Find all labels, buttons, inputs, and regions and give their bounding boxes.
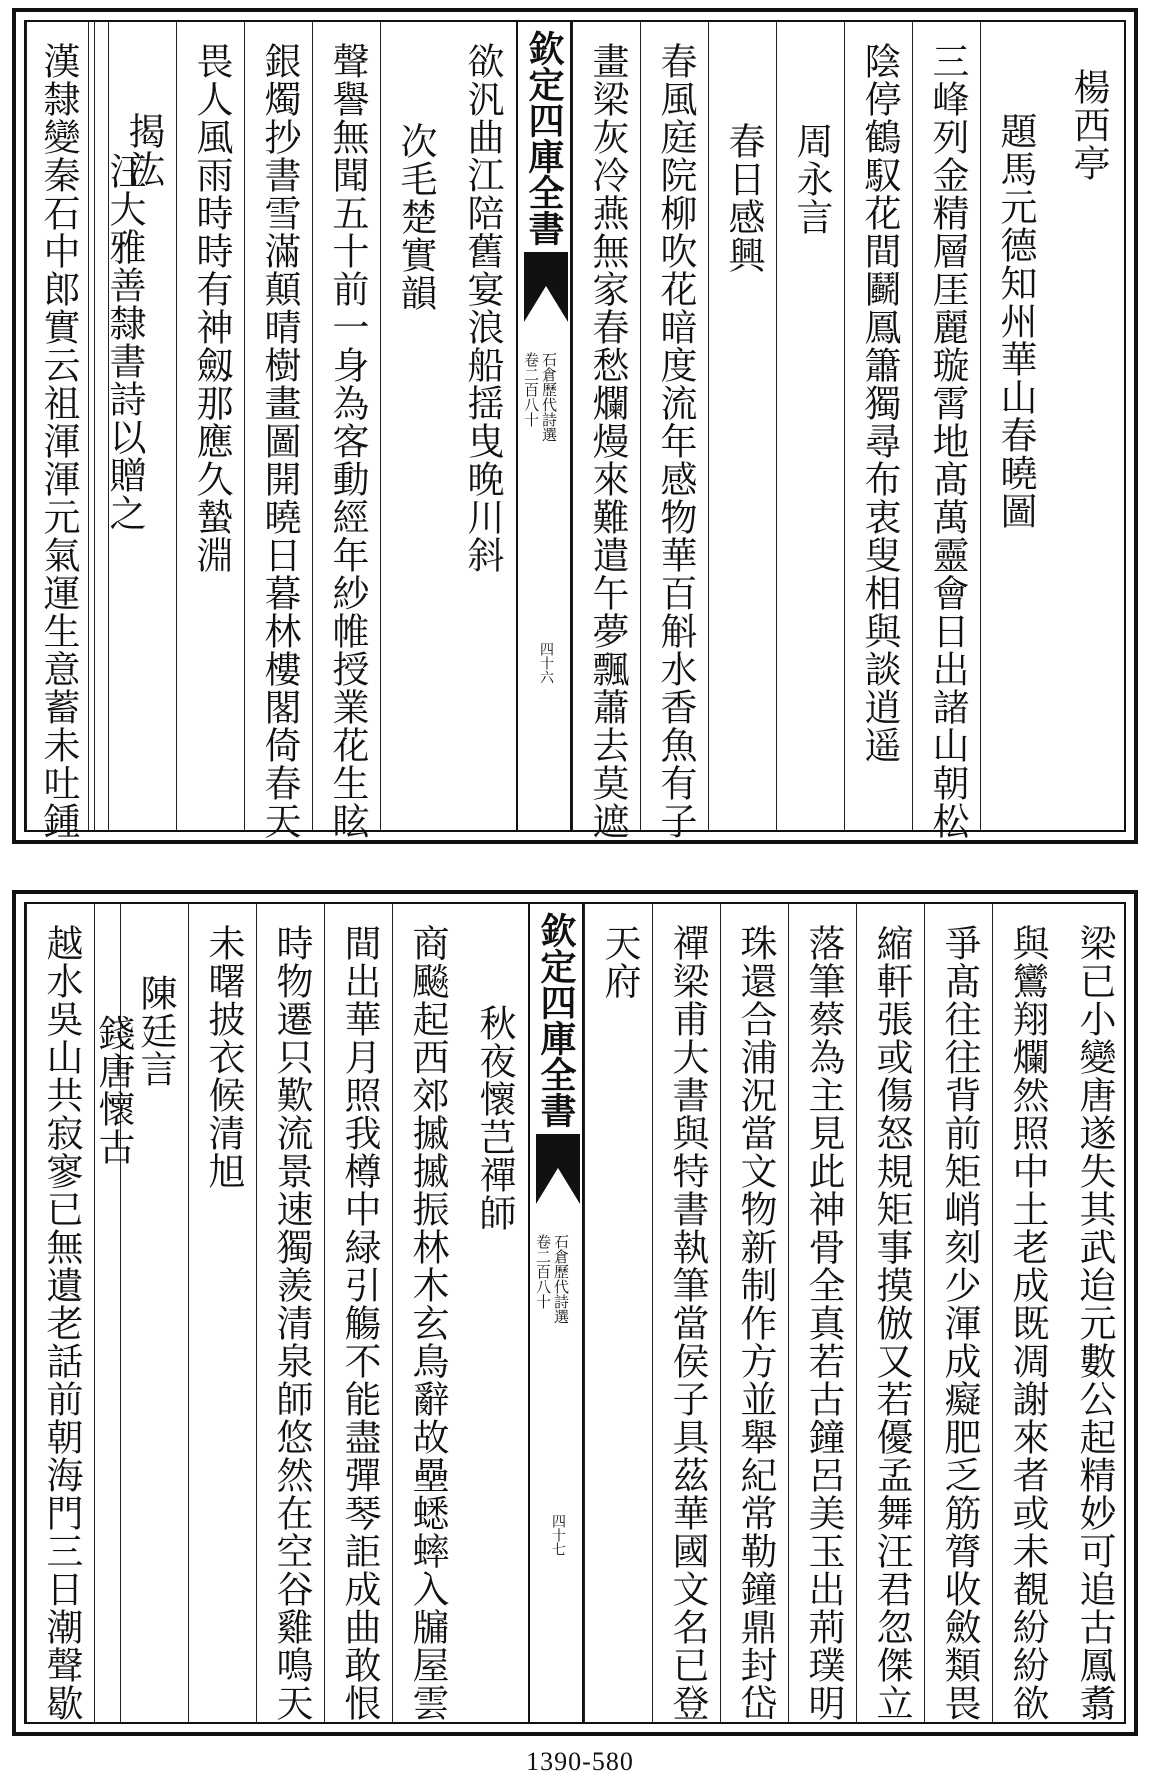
fish-tail-icon — [524, 252, 568, 322]
column — [26, 904, 95, 1722]
column — [448, 22, 516, 830]
column — [640, 22, 709, 840]
column — [92, 904, 135, 1722]
top-page — [12, 8, 1138, 844]
poem-line: 銀燭抄書雪滿顛晴樹畫圖開曉日暮林樓閣倚春天 — [258, 42, 301, 840]
column-overlay — [103, 22, 176, 830]
bottom-page-frame — [24, 902, 1126, 1724]
top-page-frame — [24, 20, 1126, 840]
column — [176, 22, 245, 830]
column — [720, 904, 789, 1722]
poem-line: 梁已小變唐遂失其武迨元數公起精妙可追古鳳翥 — [1073, 924, 1116, 1722]
poem-line: 間出華月照我樽中緑引觴不能盡彈琴詎成曲敢恨 — [338, 924, 381, 1722]
poem-title: 次毛楚實韻 — [394, 122, 437, 312]
poem-line: 禪梁甫大書與特書執筆當侯子具茲華國文名已登 — [666, 924, 709, 1722]
column — [844, 22, 913, 830]
poem-line: 欲汎曲江陪舊宴浪船揺曳晚川斜 — [461, 42, 504, 574]
poem-line: 未曙披衣候清旭 — [202, 924, 245, 1190]
column-rule — [88, 22, 95, 830]
poem-title: 秋夜懷芑禪師 — [473, 1004, 516, 1232]
column — [856, 904, 925, 1722]
author-name: 楊西亭 — [1067, 68, 1110, 182]
poem-line: 聲譽無聞五十前一身為客動經年紗帷授業花生眩 — [326, 42, 369, 840]
volume-number: 卷二百八十 — [522, 352, 540, 427]
poem-line: 春風庭院柳吹花暗度流年感物華百斛水香魚有子 — [654, 42, 697, 840]
poem-title: 春日感興 — [722, 122, 765, 274]
poem-title: 汪大雅善隸書詩以贈之 — [103, 152, 146, 532]
author-name: 揭汯 — [122, 112, 165, 188]
poem-line: 天府 — [598, 924, 641, 1000]
column — [992, 904, 1061, 1722]
series-title: 欽定四庫全書 — [535, 912, 577, 1128]
column — [256, 904, 325, 1722]
fish-tail-icon — [536, 1134, 580, 1204]
poem-line: 三峰列金精層厓麗璇霄地髙萬靈會日出諸山朝松 — [926, 42, 969, 840]
series-title: 欽定四庫全書 — [523, 30, 565, 246]
leaf-number: 四十六 — [538, 642, 554, 684]
column — [324, 904, 393, 1722]
column — [1048, 22, 1128, 830]
column — [572, 22, 641, 840]
book-title: 石倉歷代詩選 — [552, 1234, 570, 1324]
column — [244, 22, 313, 840]
poem-line: 陰停鶴馭花間鬬鳳簫獨尋布衷叟相與談逍遥 — [858, 42, 901, 764]
column — [652, 904, 721, 1722]
column — [188, 904, 257, 1722]
bottom-page — [12, 890, 1138, 1736]
leaf-number: 四十七 — [550, 1514, 566, 1556]
poem-line: 畏人風雨時時有神劔那應久蟄淵 — [190, 42, 233, 574]
column — [776, 22, 845, 830]
poem-line: 越水吳山共寂寥已無遺老話前朝海門三日潮聲歇 — [40, 924, 83, 1722]
volume-number: 卷二百八十 — [534, 1234, 552, 1309]
column — [392, 904, 461, 1722]
poem-title: 題馬元德知州華山春曉圖 — [994, 112, 1037, 530]
column — [924, 904, 993, 1722]
column — [912, 22, 981, 840]
poem-line: 時物遷只歎流景速獨羨清泉師悠然在空谷雞鳴天 — [270, 924, 313, 1722]
poem-line: 與鸞翔爛然照中土老成既凋謝來者或未覩紛紛欲 — [1006, 924, 1049, 1722]
column — [980, 22, 1049, 830]
column — [312, 22, 381, 840]
center-banner — [528, 904, 584, 1722]
page-number: 1390-580 — [526, 1747, 634, 1776]
column — [788, 904, 857, 1722]
poem-line: 爭髙往往背前矩峭刻少渾成癡肥乏筋膂收斂類畏 — [938, 924, 981, 1722]
poem-line: 商飈起西郊摵摵振林木玄鳥辭故壘蟋蟀入牖屋雲 — [406, 924, 449, 1722]
column — [26, 22, 89, 840]
center-banner — [516, 22, 572, 830]
poem-line: 漢隸變秦石中郎實云祖渾渾元氣運生意蓄未吐鍾 — [37, 42, 80, 840]
author-name: 周永言 — [790, 122, 833, 236]
column — [380, 22, 449, 830]
poem-line: 畫梁灰冷燕無家春愁爛熳來難遣午夢飄蕭去莫遮 — [586, 42, 629, 840]
poem-line: 落筆蔡為主見此神骨全真若古鐘呂美玉出荊璞明 — [802, 924, 845, 1722]
column — [1060, 904, 1128, 1722]
column — [460, 904, 528, 1722]
author-name: 陳廷言 — [134, 974, 177, 1088]
poem-line: 珠還合浦況當文物新制作方並舉紀常勒鐘鼎封岱 — [734, 924, 777, 1722]
poem-title: 錢唐懷古 — [92, 1014, 135, 1166]
poem-line: 縮軒張或傷怒規矩事摸倣又若優孟舞汪君忽傑立 — [870, 924, 913, 1722]
book-title: 石倉歷代詩選 — [540, 352, 558, 442]
column — [708, 22, 777, 830]
column — [584, 904, 653, 1722]
